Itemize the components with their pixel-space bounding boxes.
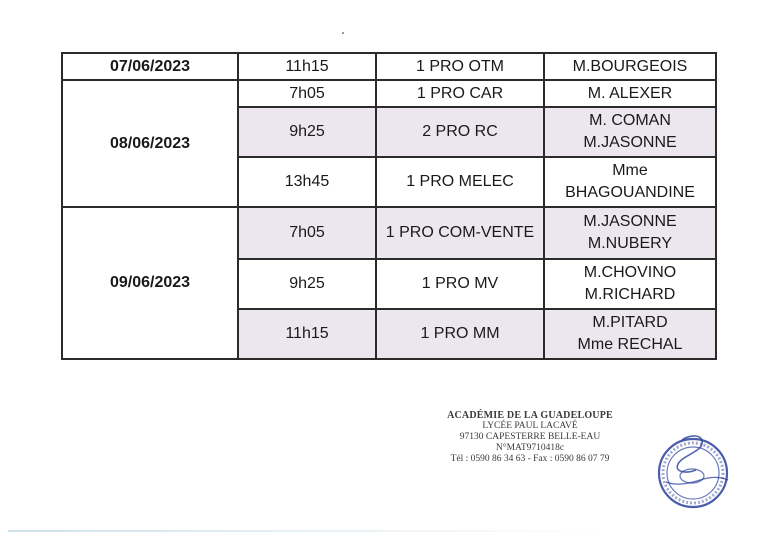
- class-cell: 1 PRO MM: [376, 309, 544, 359]
- teacher-name: BHAGOUANDINE: [565, 184, 695, 201]
- stamp-school: LYCÉE PAUL LACAVÉ: [482, 421, 578, 431]
- teacher-cell: [544, 107, 716, 157]
- teacher-name: M.RICHARD: [584, 286, 676, 303]
- time-cell: 9h25: [238, 259, 376, 309]
- class-cell: 1 PRO OTM: [376, 53, 544, 80]
- teacher-name: M. ALEXER: [587, 84, 673, 102]
- table-row: [62, 80, 716, 107]
- time-cell: 11h15: [238, 53, 376, 80]
- date-cell: 08/06/2023: [62, 80, 238, 207]
- teacher-name: M. COMAN: [589, 112, 671, 129]
- class-cell: 1 PRO MELEC: [376, 157, 544, 207]
- teacher-name: M.BOURGEOIS: [572, 57, 688, 75]
- teacher-cell: [544, 309, 716, 359]
- teacher-name: M.JASONNE: [583, 213, 677, 230]
- teacher-cell: [544, 53, 716, 80]
- class-cell: 1 PRO CAR: [376, 80, 544, 107]
- table-row: [62, 53, 716, 80]
- teacher-name: M.NUBERY: [587, 235, 673, 252]
- class-cell: 1 PRO COM-VENTE: [376, 207, 544, 259]
- teacher-name: M.PITARD: [592, 314, 668, 331]
- scan-speck: [342, 32, 344, 34]
- stamp-registration: N°MAT9710418c: [495, 443, 565, 453]
- scan-edge-line: [8, 530, 608, 532]
- class-cell: 1 PRO MV: [376, 259, 544, 309]
- time-cell: 13h45: [238, 157, 376, 207]
- time-cell: 7h05: [238, 207, 376, 259]
- school-stamp: [446, 410, 614, 465]
- stamp-academy: ACADÉMIE DE LA GUADELOUPE: [447, 410, 613, 421]
- class-cell: 2 PRO RC: [376, 107, 544, 157]
- teacher-name: M.JASONNE: [583, 134, 677, 151]
- teacher-cell: [544, 259, 716, 309]
- teacher-name: Mme RECHAL: [577, 336, 683, 353]
- date-cell: 09/06/2023: [62, 207, 238, 359]
- official-seal-icon: [652, 430, 734, 512]
- time-cell: 9h25: [238, 107, 376, 157]
- stamp-address: 97130 CAPESTERRE BELLE-EAU: [459, 432, 601, 442]
- time-cell: 7h05: [238, 80, 376, 107]
- teacher-cell: [544, 157, 716, 207]
- date-cell: 07/06/2023: [62, 53, 238, 80]
- teacher-name: M.CHOVINO: [583, 264, 677, 281]
- teacher-name: Mme: [612, 162, 648, 179]
- teacher-cell: [544, 80, 716, 107]
- teacher-cell: [544, 207, 716, 259]
- table-row: [62, 207, 716, 259]
- stamp-contact: Tél : 0590 86 34 63 - Fax : 0590 86 07 79: [450, 454, 610, 464]
- time-cell: 11h15: [238, 309, 376, 359]
- exam-schedule-table: [61, 52, 717, 360]
